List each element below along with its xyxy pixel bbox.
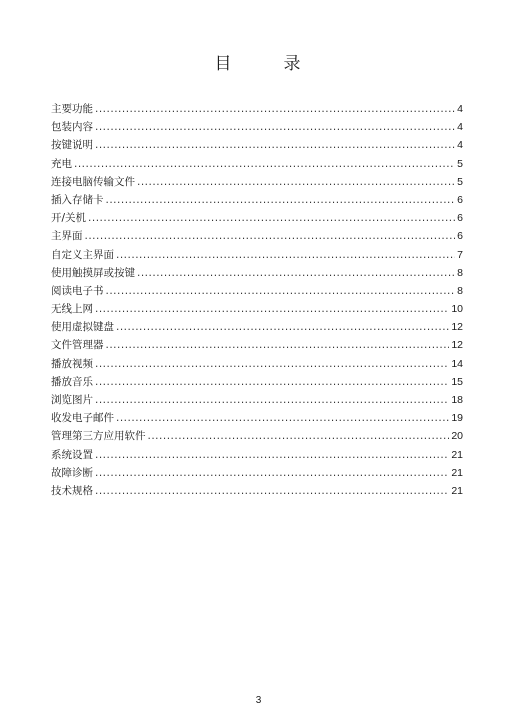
toc-entry[interactable] [51,209,463,227]
toc-entry-label: 主界面 [51,230,83,243]
toc-entry-label: 系统设置 [51,448,93,461]
toc-entry[interactable] [51,227,463,245]
toc-entry-label: 故障诊断 [51,466,93,479]
page-number: 3 [255,695,262,706]
toc-dot-leader [116,409,449,427]
toc-entry-label: 开/关机 [51,212,87,225]
toc-entry-page: 8 [457,266,463,279]
toc-entry-label: 充电 [51,157,72,170]
toc-entry-label: 插入存储卡 [51,193,104,206]
toc-entry-page: 15 [451,375,463,388]
toc-entry-page: 7 [457,248,463,261]
toc-entry-label: 管理第三方应用软件 [51,430,146,443]
toc-dot-leader [95,464,449,482]
toc-entry-page: 19 [451,412,463,425]
toc-entry-page: 8 [457,284,463,297]
toc-entry[interactable] [51,173,463,191]
toc-entry[interactable] [51,336,463,354]
toc-dot-leader [95,355,449,373]
toc-entry-label: 浏览图片 [51,394,93,406]
toc-dot-leader [95,100,455,118]
toc-entry-page: 6 [457,193,463,206]
toc-entry-label: 使用触摸屏或按键 [51,266,135,279]
toc-dot-leader [106,336,450,354]
toc-dot-leader [137,264,455,282]
toc-entry-label: 连接电脑传输文件 [51,175,135,188]
toc-entry-label: 使用虚拟键盘 [51,321,114,334]
toc-entry-label: 技术规格 [51,484,93,497]
toc-entry-page: 18 [451,394,463,406]
toc-dot-leader [88,209,455,227]
toc-dot-leader [106,282,456,300]
toc-entry-label: 阅读电子书 [51,284,104,297]
toc-entry-page: 6 [457,212,463,225]
toc-entry-page: 21 [451,448,463,461]
toc-entry-page: 21 [451,466,463,479]
toc-dot-leader [95,391,449,409]
toc-dot-leader [95,136,455,154]
toc-entry-label: 播放音乐 [51,375,93,388]
toc-entry[interactable] [51,409,463,427]
toc-entry-page: 12 [451,339,463,352]
toc-entry[interactable] [51,246,463,264]
toc-entry-label: 无线上网 [51,303,93,316]
toc-entry-label: 按键说明 [51,139,93,152]
toc-entry-page: 21 [451,484,463,497]
toc-entry[interactable] [51,427,463,445]
toc-entry[interactable] [51,446,463,464]
toc-entry[interactable] [51,464,463,482]
toc-dot-leader [106,191,456,209]
toc-dot-leader [85,227,456,245]
toc-dot-leader [116,318,449,336]
toc-entry-page: 6 [457,230,463,243]
toc-entry[interactable] [51,318,463,336]
toc-entry-page: 20 [451,430,463,443]
toc-entry-page: 4 [457,139,463,152]
toc-entry[interactable] [51,282,463,300]
toc-entry[interactable] [51,391,463,409]
toc-entry-label: 播放视频 [51,357,93,370]
toc-entry-page: 12 [451,321,463,334]
toc-entry[interactable] [51,136,463,154]
toc-entry-label: 自定义主界面 [51,248,114,261]
toc-entry[interactable] [51,100,463,118]
toc-entry-page: 14 [451,357,463,370]
toc-dot-leader [116,246,455,264]
toc-dot-leader [148,427,450,445]
toc-entry[interactable] [51,118,463,136]
page-title [0,49,517,74]
toc-dot-leader [137,173,455,191]
toc-entry[interactable] [51,373,463,391]
toc-entry[interactable] [51,155,463,173]
toc-entry[interactable] [51,191,463,209]
toc-entry[interactable] [51,355,463,373]
toc-entry[interactable] [51,300,463,318]
table-of-contents [51,100,463,500]
page-title-part-1: 目 [214,54,234,74]
toc-entry-label: 主要功能 [51,103,93,115]
toc-entry-page: 10 [451,303,463,316]
toc-dot-leader [95,482,449,500]
toc-entry[interactable] [51,264,463,282]
toc-entry-page: 4 [457,121,463,134]
toc-entry-page: 5 [457,175,463,188]
toc-entry-label: 包装内容 [51,121,93,134]
toc-entry-page: 4 [457,103,463,115]
page-title-part-2: 录 [283,54,303,74]
toc-entry-page: 5 [457,157,463,170]
toc-dot-leader [74,155,455,173]
toc-dot-leader [95,446,449,464]
toc-dot-leader [95,300,449,318]
toc-dot-leader [95,373,449,391]
toc-dot-leader [95,118,455,136]
toc-entry-label: 文件管理器 [51,339,104,352]
toc-entry[interactable] [51,482,463,500]
toc-entry-label: 收发电子邮件 [51,412,114,425]
